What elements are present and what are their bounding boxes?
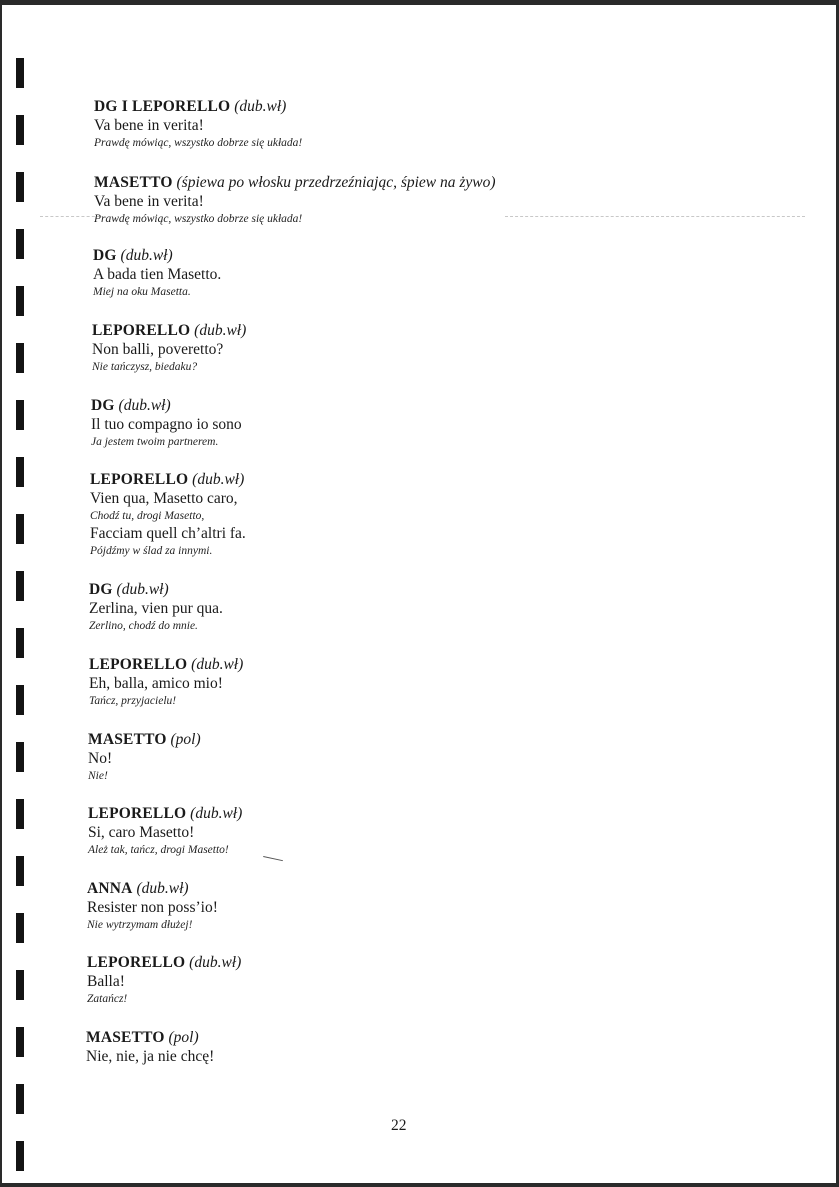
translation-line: Chodź tu, drogi Masetto, (90, 510, 205, 522)
speaker-line (89, 655, 243, 674)
translation-line: Prawdę mówiąc, wszystko dobrze się układa! (94, 137, 303, 149)
speaker-line (88, 804, 242, 823)
stage-direction: (dub.wł) (194, 322, 247, 339)
translation-line: Ja jestem twoim partnerem. (91, 436, 219, 448)
speaker-name: DG (93, 247, 117, 264)
translation-line: Pójdźmy w ślad za innymi. (90, 545, 213, 557)
stage-direction: (dub.wł) (189, 954, 242, 971)
dialogue-block (91, 396, 242, 450)
speaker-name: DG (89, 581, 113, 598)
dialogue-block (86, 1028, 214, 1066)
speaker-name: LEPORELLO (89, 656, 188, 673)
dialogue-block (93, 246, 221, 300)
speaker-line (86, 1028, 214, 1047)
speaker-line (89, 580, 223, 599)
sung-line: Il tuo compagno io sono (91, 416, 242, 433)
dialogue-block (92, 321, 246, 375)
speaker-name: LEPORELLO (92, 322, 191, 339)
sung-line: A bada tien Masetto. (93, 266, 222, 283)
translation-line: Nie! (88, 770, 108, 782)
sung-line: Va bene in verita! (94, 117, 204, 134)
stage-direction: (dub.wł) (191, 656, 244, 673)
stage-direction: (pol) (170, 731, 201, 748)
dialogue-block (90, 470, 246, 559)
translation-line: Miej na oku Masetta. (93, 286, 191, 298)
translation-line: Nie wytrzymam dłużej! (87, 919, 193, 931)
speaker-name: MASETTO (94, 174, 173, 191)
stage-direction: (dub.wł) (118, 397, 171, 414)
sung-line: Va bene in verita! (94, 193, 204, 210)
speaker-line (91, 396, 242, 415)
sung-line: Non balli, poveretto? (92, 341, 224, 358)
speaker-line (93, 246, 221, 265)
dialogue-block (88, 804, 242, 858)
translation-line: Nie tańczysz, biedaku? (92, 361, 198, 373)
translation-line: Zatańcz! (87, 993, 128, 1005)
stage-direction: (pol) (168, 1029, 199, 1046)
stage-direction: (dub.wł) (192, 471, 245, 488)
speaker-name: DG I LEPORELLO (94, 98, 231, 115)
dialogue-block (89, 655, 243, 709)
translation-line: Tańcz, przyjacielu! (89, 695, 177, 707)
speaker-line (87, 953, 241, 972)
dialogue-block (88, 730, 201, 784)
stage-direction: (śpiewa po włosku przedrzeźniając, śpiew na żywo) (176, 174, 496, 191)
sung-line: Vien qua, Masetto caro, (90, 490, 238, 507)
speaker-line (94, 173, 496, 192)
sung-line: Balla! (87, 973, 125, 990)
stage-direction: (dub.wł) (136, 880, 189, 897)
speaker-line (92, 321, 246, 340)
dialogue-block (94, 173, 496, 227)
stage-direction: (dub.wł) (120, 247, 173, 264)
sung-line: Nie, nie, ja nie chcę! (86, 1048, 215, 1065)
speaker-name: MASETTO (88, 731, 167, 748)
speaker-line (90, 470, 246, 489)
dialogue-block (89, 580, 223, 634)
dialogue-block (87, 879, 218, 933)
speaker-line (87, 879, 218, 898)
speaker-name: LEPORELLO (88, 805, 187, 822)
sung-line: Eh, balla, amico mio! (89, 675, 223, 692)
speaker-name: ANNA (87, 880, 133, 897)
speaker-name: LEPORELLO (90, 471, 189, 488)
dialogue-block (94, 97, 302, 151)
translation-line: Prawdę mówiąc, wszystko dobrze się układa! (94, 213, 303, 225)
stage-direction: (dub.wł) (234, 98, 287, 115)
translation-line: Ależ tak, tańcz, drogi Masetto! (88, 844, 229, 856)
stage-direction: (dub.wł) (116, 581, 169, 598)
stage-direction: (dub.wł) (190, 805, 243, 822)
sung-line: No! (88, 750, 113, 767)
speaker-name: DG (91, 397, 115, 414)
translation-line: Zerlino, chodź do mnie. (89, 620, 198, 632)
speaker-name: MASETTO (86, 1029, 165, 1046)
sung-line: Zerlina, vien pur qua. (89, 600, 223, 617)
page-number: 22 (391, 1117, 407, 1134)
speaker-name: LEPORELLO (87, 954, 186, 971)
sung-line: Facciam quell ch’altri fa. (90, 525, 246, 542)
speaker-line (94, 97, 302, 116)
sung-line: Si, caro Masetto! (88, 824, 195, 841)
speaker-line (88, 730, 201, 749)
sung-line: Resister non poss’io! (87, 899, 218, 916)
dialogue-block (87, 953, 241, 1007)
